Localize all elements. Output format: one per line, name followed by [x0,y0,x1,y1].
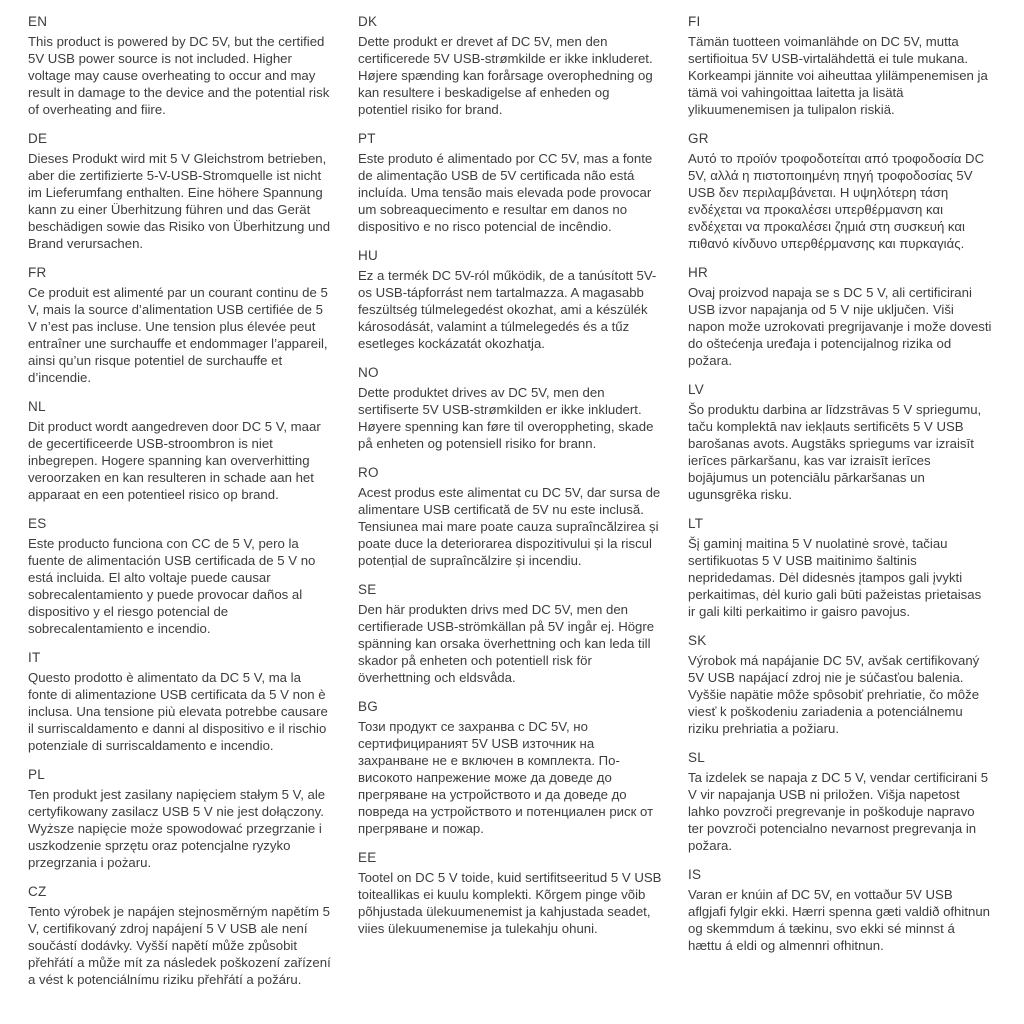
lang-code-hr: HR [688,265,708,280]
lang-code-fr: FR [28,265,47,280]
lang-block-en [28,14,332,118]
lang-text-lv: Šo produktu darbina ar līdzstrāvas 5 V spriegumu, taču komplektā nav iekļauts sertificēts 5 V USB barošanas avots. Augstāks spriegums var izraisīt ierīces pārkaršanu, kas var izraisīt ierīces bojājumus un potenciālu pārkaršanas un ugunsgrēka risku. [688,402,982,502]
lang-text-fr: Ce produit est alimenté par un courant continu de 5 V, mais la source d’alimentation USB certifiée de 5 V n’est pas incluse. Une tension plus élevée peut entraîner une surchauffe et endommager l’appareil, ainsi qu’un risque potentiel de surchauffe et d’incendie. [28,285,328,385]
lang-code-cz: CZ [28,884,47,899]
lang-text-gr: Αυτό το προϊόν τροφοδοτείται από τροφοδοσία DC 5V, αλλά η πιστοποιημένη πηγή τροφοδοσίας 5V USB δεν περιλαμβάνεται. Η υψηλότερη τάση ενδέχεται να προκαλέσει υπερθέρμανση και ενδέχεται να προκαλέσει ζημιά στη συσκευή και πιθανό κίνδυνο υπερθέρμανσης και πυρκαγιάς. [688,151,985,251]
lang-code-se: SE [358,582,377,597]
lang-block-hu [358,248,662,352]
lang-block-lv [688,382,992,503]
lang-text-fi: Tämän tuotteen voimanlähde on DC 5V, mutta sertifioitua 5V USB-virtalähdettä ei tule mukana. Korkeampi jännite voi aiheuttaa ylilämpenemisen ja tämä voi vahingoittaa laitetta ja lisätä ylikuumenemisen ja tulipalon riskiä. [688,34,988,117]
lang-code-lv: LV [688,382,704,397]
lang-text-nl: Dit product wordt aangedreven door DC 5 V, maar de gecertificeerde USB-stroombron is niet inbegrepen. Hogere spanning kan oververhitting veroorzaken en kan resulteren in schade aan het apparaat en een potentieel risico op brand. [28,419,321,502]
lang-block-fi [688,14,992,118]
lang-text-se: Den här produkten drivs med DC 5V, men den certifierade USB-strömkällan på 5V ingår ej. Högre spänning kan orsaka överhettning och kan leda till skador på enheten och potentiell risk för överhettning och eldsvåda. [358,602,655,685]
lang-text-it: Questo prodotto è alimentato da DC 5 V, ma la fonte di alimentazione USB certificata da 5 V non è inclusa. Una tensione più elevata potrebbe causare il surriscaldamento e danni al dispositivo e il rischio potenziale di surriscaldamento e incendio. [28,670,328,753]
lang-block-is [688,867,992,954]
lang-code-ro: RO [358,465,379,480]
lang-code-en: EN [28,14,48,29]
lang-block-lt [688,516,992,620]
lang-code-dk: DK [358,14,378,29]
lang-text-bg: Този продукт се захранва с DC 5V, но сертифицираният 5V USB източник на захранване не е включен в комплекта. По-високото напрежение може да доведе до прегряване на устройството и да доведе до повреда на устройството и потенциален риск от прегряване и пожар. [358,719,654,836]
lang-code-sl: SL [688,750,705,765]
lang-block-pt [358,131,662,235]
lang-block-bg [358,699,662,837]
lang-text-sl: Ta izdelek se napaja z DC 5 V, vendar certificirani 5 V vir napajanja USB ni priložen. Višja napetost lahko povzroči pregrevanje in poškoduje napravo ter povzroči potencialno nevarnost pregrevanja in požara. [688,770,989,853]
lang-block-dk [358,14,662,118]
lang-code-nl: NL [28,399,46,414]
lang-code-no: NO [358,365,379,380]
lang-text-pt: Este produto é alimentado por CC 5V, mas a fonte de alimentação USB de 5V certificada não está incluída. Uma tensão mais elevada pode provocar um sobreaquecimento e resultar em danos no dispositivo e no risco potencial de incêndio. [358,151,653,234]
lang-text-lt: Šį gaminį maitina 5 V nuolatinė srovė, tačiau sertifikuotas 5 V USB maitinimo šaltinis nepridedamas. Dėl didesnės įtampos gali įvykti perkaitimas, dėl kurio gali būti pažeistas prietaisas ir gali kilti perkaitimo ir gaisro pavojus. [688,536,982,619]
lang-block-nl [28,399,332,503]
lang-block-fr [28,265,332,386]
lang-code-lt: LT [688,516,704,531]
lang-text-hu: Ez a termék DC 5V-ról működik, de a tanúsított 5V-os USB-tápforrást nem tartalmazza. A magasabb feszültség túlmelegedést okozhat, ami a készülék károsodását, valamint a túlmelegedés és a tűz esetleges kockázatát okozhatja. [358,268,657,351]
lang-code-ee: EE [358,850,377,865]
lang-block-pl [28,767,332,871]
lang-block-sk [688,633,992,737]
lang-block-se [358,582,662,686]
lang-code-it: IT [28,650,41,665]
column-3 [688,14,992,1016]
lang-block-ee [358,850,662,937]
lang-block-es [28,516,332,637]
lang-text-de: Dieses Produkt wird mit 5 V Gleichstrom betrieben, aber die zertifizierte 5-V-USB-Stromquelle ist nicht im Lieferumfang enthalten. Eine höhere Spannung kann zu einer Überhitzung führen und das Gerät beschädigen sowie das Risiko von Überhitzung und Brand verursachen. [28,151,331,251]
lang-text-dk: Dette produkt er drevet af DC 5V, men den certificerede 5V USB-strømkilde er ikke inkluderet. Højere spænding kan forårsage overophedning og kan resultere i beskadigelse af enheden og potentiel risiko for brand. [358,34,653,117]
column-1 [28,14,332,1016]
lang-code-sk: SK [688,633,707,648]
lang-text-no: Dette produktet drives av DC 5V, men den sertifiserte 5V USB-strømkilden er ikke inkludert. Høyere spenning kan føre til overoppheting, skade på enheten og potensiell risiko for brann. [358,385,654,451]
lang-text-sk: Výrobok má napájanie DC 5V, avšak certifikovaný 5V USB napájací zdroj nie je súčasťou balenia. Vyššie napätie môže spôsobiť prehriatie, čo môže viesť k poškodeniu zariadenia a potenciálnemu riziku prehriatia a požiaru. [688,653,980,736]
lang-text-hr: Ovaj proizvod napaja se s DC 5 V, ali certificirani USB izvor napajanja od 5 V nije uključen. Viši napon može uzrokovati pregrijavanje i može dovesti do oštećenja uređaja i potencijalnog rizika od požara. [688,285,992,368]
lang-text-pl: Ten produkt jest zasilany napięciem stałym 5 V, ale certyfikowany zasilacz USB 5 V nie jest dołączony. Wyższe napięcie może spowodować przegrzanie i uszkodzenie sprzętu oraz potencjalne ryzyko przegrzania i pożaru. [28,787,326,870]
lang-text-en: This product is powered by DC 5V, but the certified 5V USB power source is not included. Higher voltage may cause overheating to occur and may result in damage to the device and the potential risk of overheating and fiire. [28,34,330,117]
lang-block-de [28,131,332,252]
lang-text-cz: Tento výrobek je napájen stejnosměrným napětím 5 V, certifikovaný zdroj napájení 5 V USB ale není součástí dodávky. Vyšší napětí může způsobit přehřátí a může mít za následek poškození zařízení a vést k potenciálnímu riziku přehřátí a požáru. [28,904,331,987]
lang-code-es: ES [28,516,47,531]
lang-block-cz [28,884,332,988]
lang-block-gr [688,131,992,252]
lang-code-de: DE [28,131,48,146]
lang-block-no [358,365,662,452]
lang-code-pt: PT [358,131,376,146]
lang-block-sl [688,750,992,854]
lang-text-ro: Acest produs este alimentat cu DC 5V, dar sursa de alimentare USB certificată de 5V nu este inclusă. Tensiunea mai mare poate cauza supraîncălzirea și poate duce la deteriorarea dispozitivului și la riscul potențial de supraîncălzire și incendiu. [358,485,661,568]
column-2 [358,14,662,1016]
lang-code-bg: BG [358,699,378,714]
lang-code-fi: FI [688,14,701,29]
lang-text-ee: Tootel on DC 5 V toide, kuid sertifitseeritud 5 V USB toiteallikas ei kuulu komplekti. Kõrgem pinge võib põhjustada ülekuumenemist ja kahjustada seadet, viies ülekuumenemise ja tulekahju ohuni. [358,870,662,936]
lang-code-pl: PL [28,767,45,782]
lang-text-es: Este producto funciona con CC de 5 V, pero la fuente de alimentación USB certificada de 5 V no está incluida. El alto voltaje puede causar sobrecalentamiento y puede provocar daños al dispositivo y el riesgo potencial de sobrecalentamiento e incendio. [28,536,316,636]
lang-code-is: IS [688,867,702,882]
lang-code-hu: HU [358,248,378,263]
lang-code-gr: GR [688,131,709,146]
lang-block-ro [358,465,662,569]
lang-block-it [28,650,332,754]
lang-text-is: Varan er knúin af DC 5V, en vottaður 5V USB aflgjafi fylgir ekki. Hærri spenna gæti valdið ofhitnun og skemmdum á tækinu, svo ekki sé minnst á hættu á eldi og almennri ofhitnun. [688,887,990,953]
lang-block-hr [688,265,992,369]
